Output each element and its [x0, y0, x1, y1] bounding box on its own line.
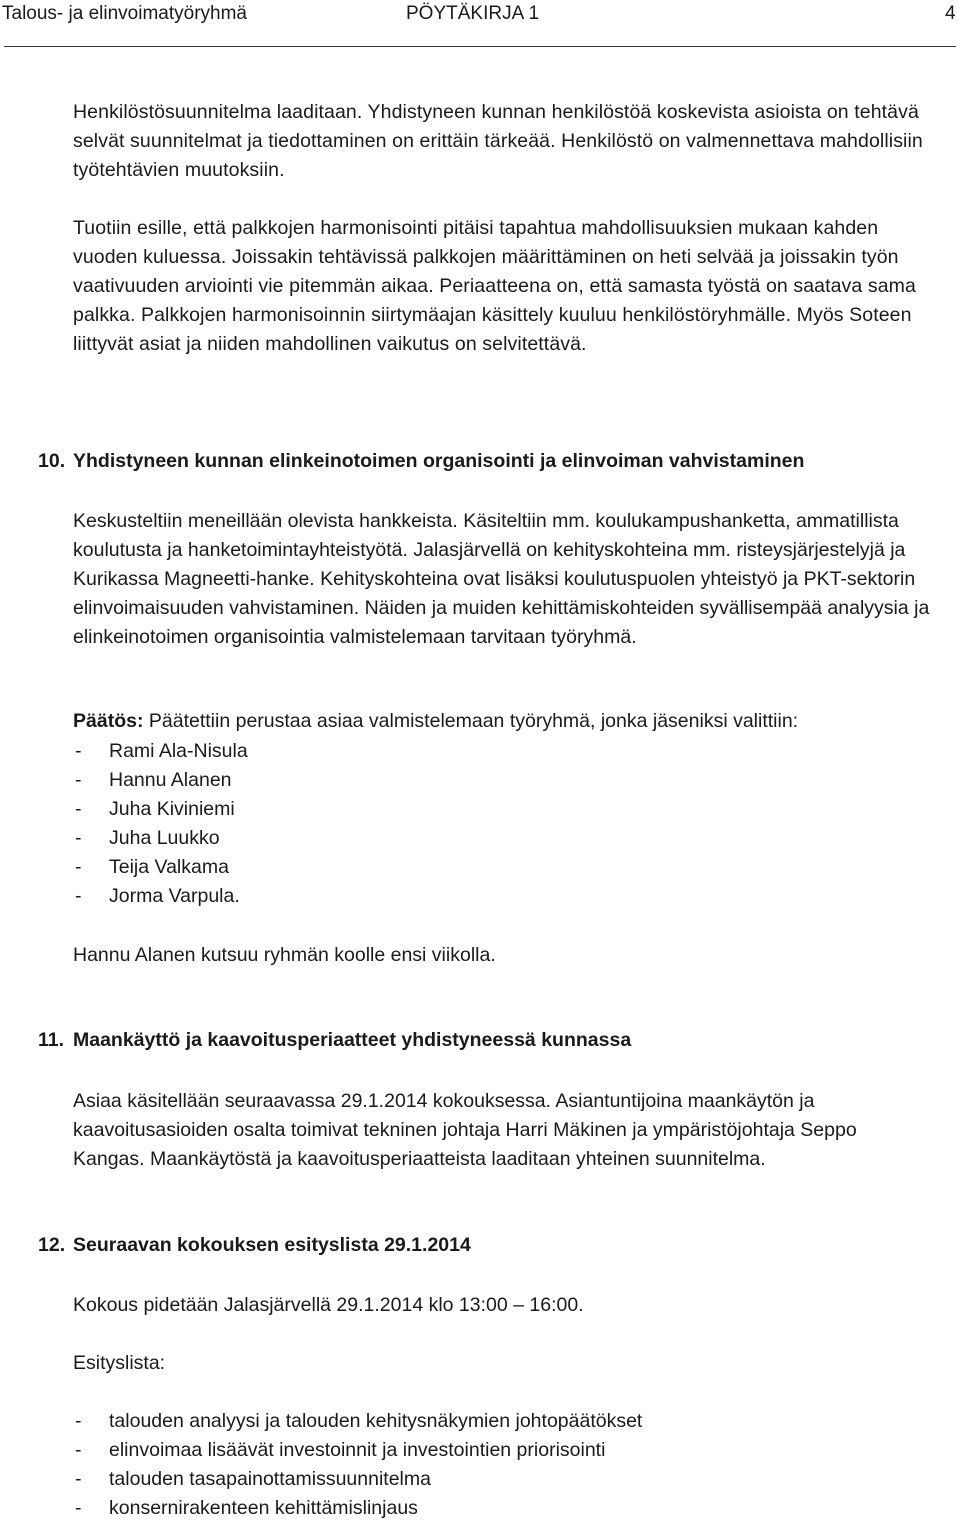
member-list [73, 737, 248, 912]
list-item: - konsernirakenteen kehittämislinjaus [73, 1494, 642, 1523]
section-10-note: Hannu Alanen kutsuu ryhmän koolle ensi viikolla. [73, 944, 496, 966]
section-number: 12. [38, 1234, 66, 1256]
document-header-title: Talous- ja elinvoimatyöryhmä [2, 3, 247, 24]
section-title: Maankäyttö ja kaavoitusperiaatteet yhdistyneessä kunnassa [73, 1029, 632, 1051]
agenda-label: Esityslista: [73, 1352, 166, 1374]
section-11-body: Asiaa käsitellään seuraavassa 29.1.2014 kokouksessa. Asiantuntijoina maankäytön ja kaavoitusasioiden osalta toimivat tekninen johtaja Harri Mäkinen ja ympäristöjohtaja Seppo Kangas. Maankäytöstä ja kaavoitusperiaatteista laaditaan yhteinen suunnitelma. [73, 1090, 857, 1171]
list-item: - Rami Ala-Nisula [73, 737, 248, 766]
section-number: 10. [38, 450, 66, 472]
section-10-body: Keskusteltiin meneillään olevista hankkeista. Käsiteltiin mm. koulukampushanketta, ammatillista koulutusta ja hanketoimintayhteistyötä. Jalasjärvellä on kehityskohteina mm. risteysjärjestelyjä ja Kurikassa Magneetti-hanke. Kehityskohteina ovat lisäksi koulutuspuolen yhteistyö ja PKT-sektorin elinvoimaisuuden vahvistaminen. Näiden ja muiden kehittämiskohteiden syvällisempää analyysia ja elinkeinotoimen organisointia valmistelemaan tarvitaan työryhmä. [73, 510, 930, 649]
section-title: Yhdistyneen kunnan elinkeinotoimen organisointi ja elinvoiman vahvistaminen [73, 450, 805, 472]
header-divider [4, 46, 956, 47]
section-title: Seuraavan kokouksen esityslista 29.1.2014 [73, 1234, 471, 1256]
section-number: 11. [38, 1029, 65, 1051]
list-item: - Jorma Varpula. [73, 882, 248, 911]
decision-paragraph [73, 707, 933, 736]
agenda-list [73, 1407, 642, 1523]
page-number: 4 [945, 3, 956, 24]
decision-text: Päätettiin perustaa asiaa valmistelemaan työryhmä, jonka jäseniksi valittiin: [143, 710, 799, 732]
list-item: - Teija Valkama [73, 853, 248, 882]
list-item: - Juha Kiviniemi [73, 795, 248, 824]
list-item: - talouden analyysi ja talouden kehitysnäkymien johtopäätökset [73, 1407, 642, 1436]
list-item: - Juha Luukko [73, 824, 248, 853]
intro-paragraph-2: Tuotiin esille, että palkkojen harmonisointi pitäisi tapahtua mahdollisuuksien mukaan kahden vuoden kuluessa. Joissakin tehtävissä palkkojen määrittäminen on heti selvää ja joissakin työn vaativuuden arviointi vie pitemmän aikaa. Periaatteena on, että samasta työstä on saatava sama palkka. Palkkojen harmonisoinnin siirtymäajan käsittely kuuluu henkilöstöryhmälle. Myös Soteen liittyvät asiat ja niiden mahdollinen vaikutus on selvitettävä. [73, 217, 916, 356]
document-type: PÖYTÄKIRJA 1 [406, 3, 540, 24]
list-item: - talouden tasapainottamissuunnitelma [73, 1465, 642, 1494]
decision-label: Päätös: [73, 710, 144, 732]
meeting-info: Kokous pidetään Jalasjärvellä 29.1.2014 klo 13:00 – 16:00. [73, 1294, 584, 1316]
intro-paragraph-1: Henkilöstösuunnitelma laaditaan. Yhdistyneen kunnan henkilöstöä koskevista asioista on tehtävä selvät suunnitelmat ja tiedottaminen on erittäin tärkeää. Henkilöstö on valmennettava mahdollisiin työtehtävien muutoksiin. [73, 101, 923, 182]
list-item: - elinvoimaa lisäävät investoinnit ja investointien priorisointi [73, 1436, 642, 1465]
list-item: - Hannu Alanen [73, 766, 248, 795]
